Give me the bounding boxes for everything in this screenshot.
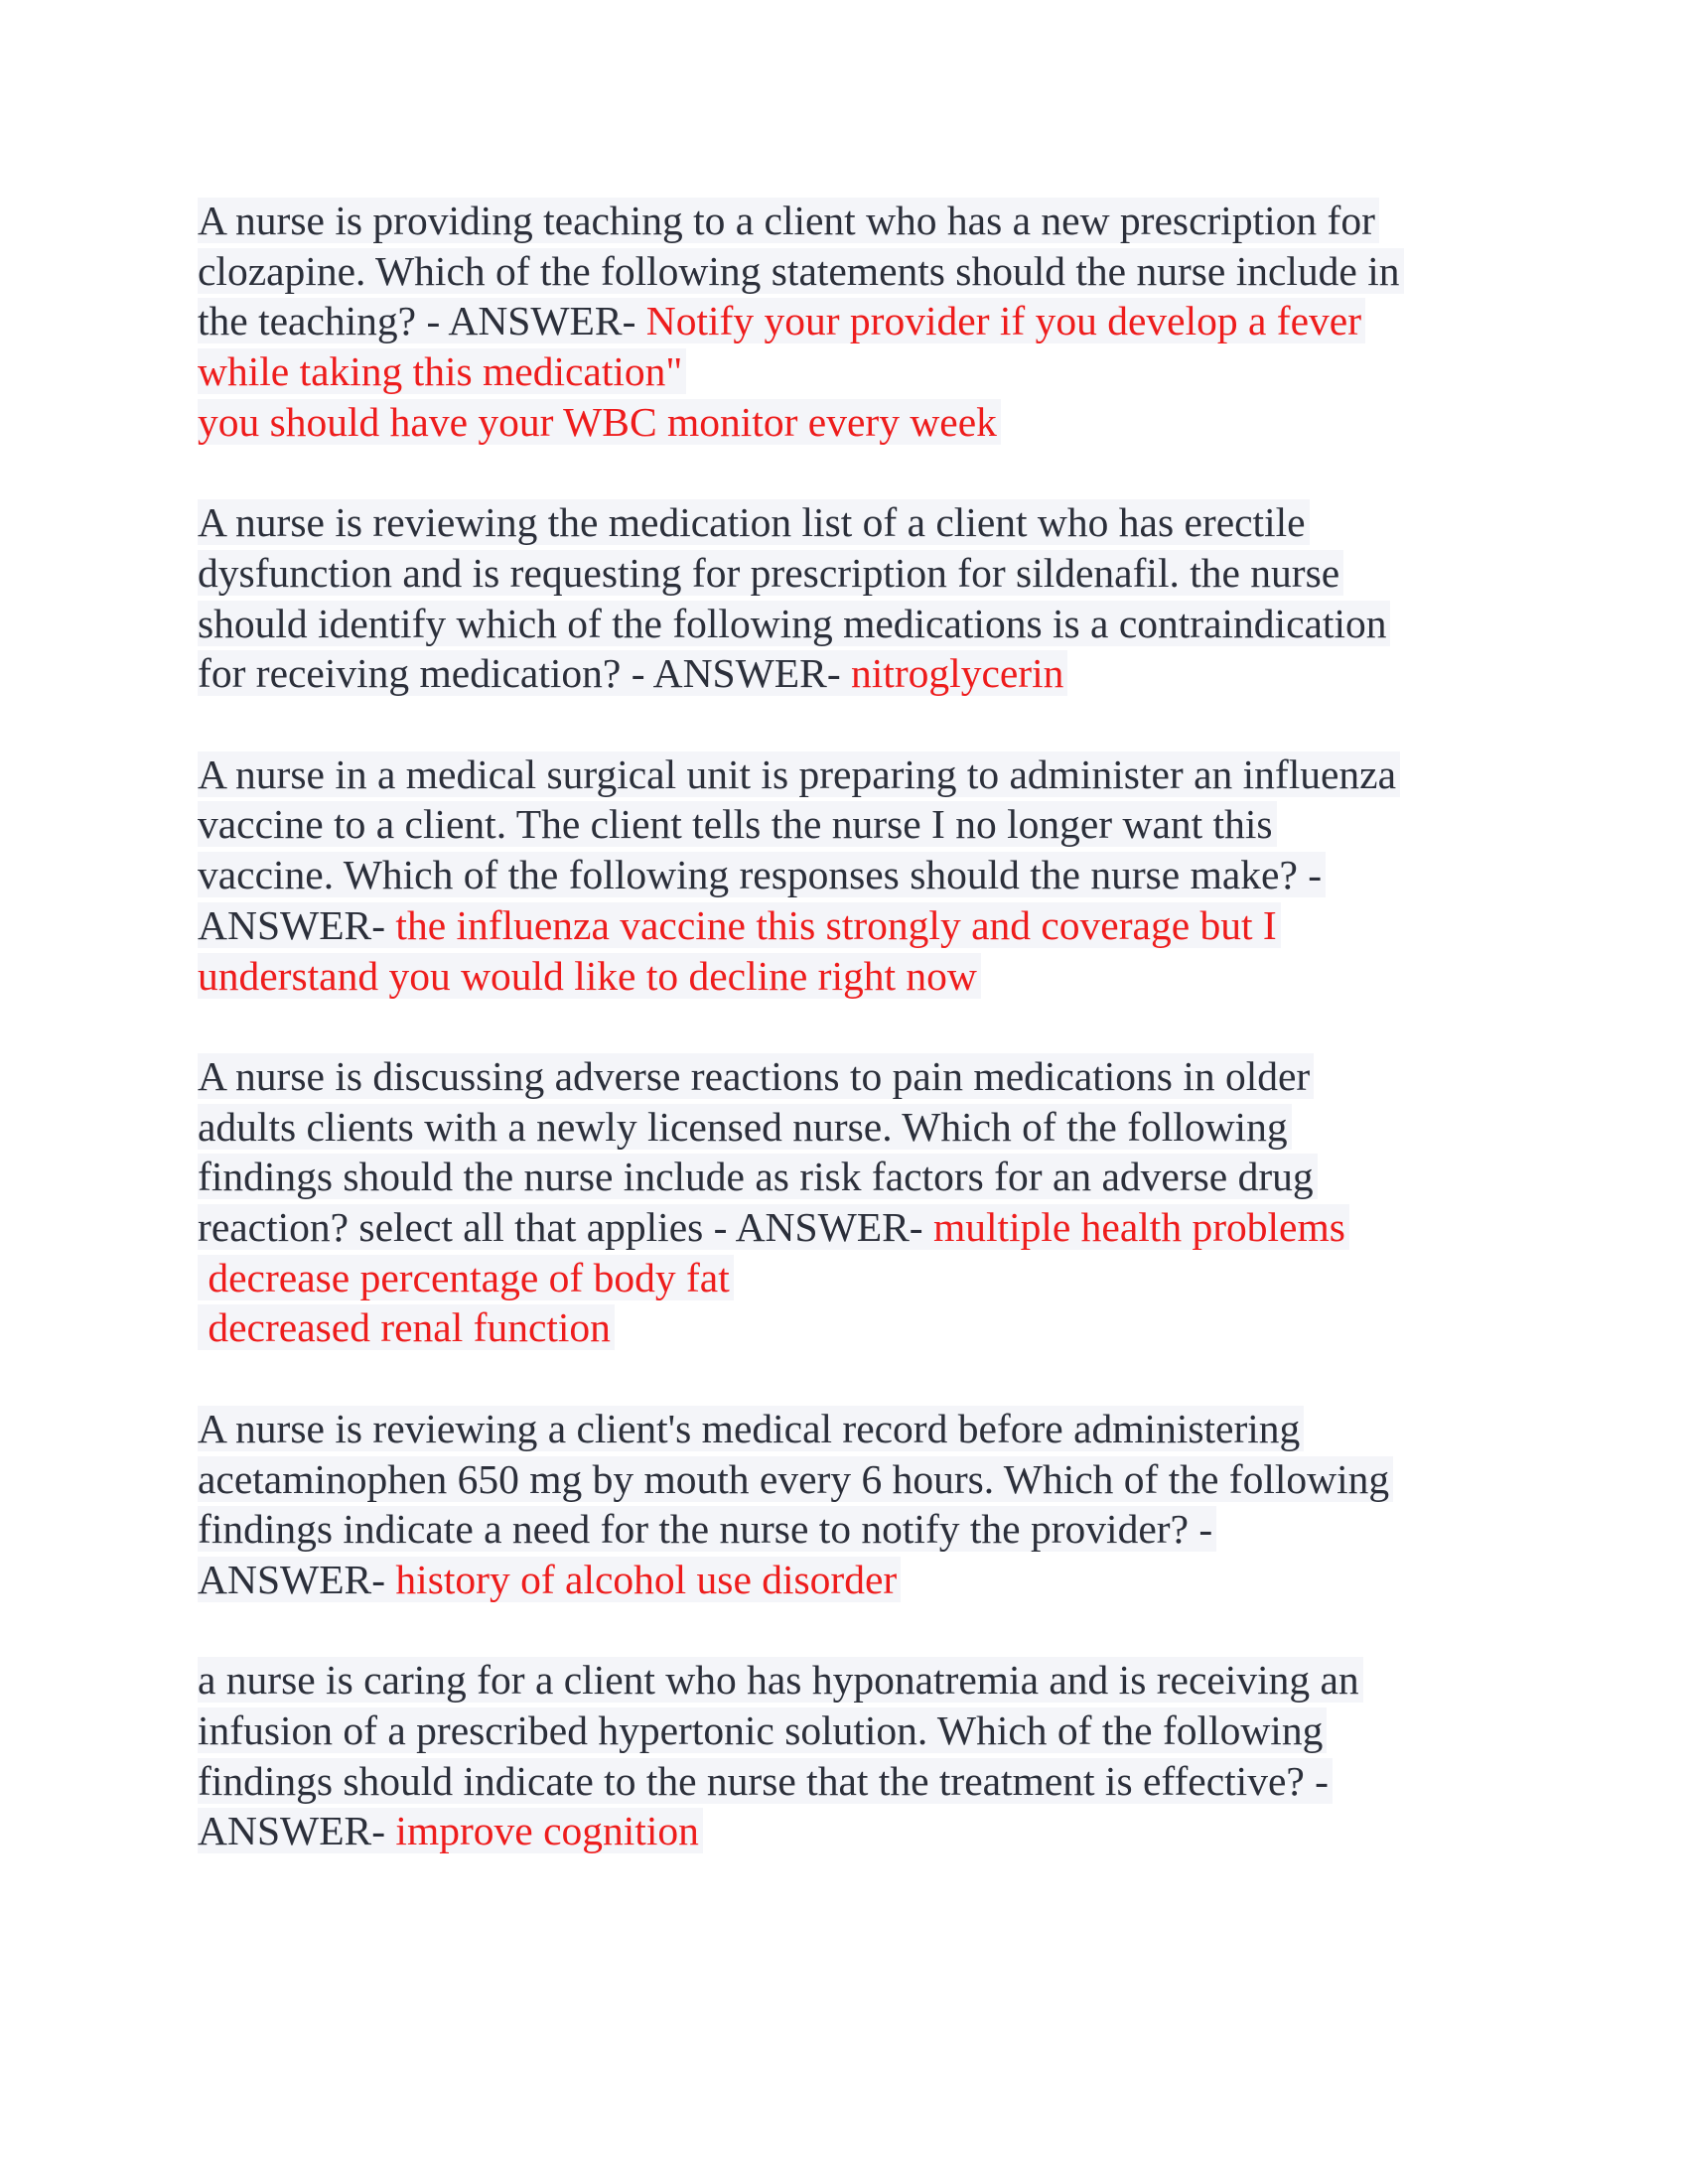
text-line	[198, 900, 1508, 951]
answer-text: the influenza vaccine this strongly and coverage but I	[395, 901, 1277, 948]
line-highlight	[198, 1406, 1304, 1451]
answer-text: you should have your WBC monitor every week	[198, 398, 997, 445]
text-line	[198, 1253, 1508, 1303]
line-highlight	[198, 751, 1400, 797]
text-line	[198, 1152, 1508, 1202]
answer-text: nitroglycerin	[851, 650, 1064, 697]
question-text: findings should the nurse include as risk factors for an adverse drug	[198, 1154, 1314, 1200]
answer-text: improve cognition	[395, 1808, 699, 1854]
question-text: clozapine. Which of the following statements should the nurse include in	[198, 247, 1400, 294]
text-line	[198, 1655, 1508, 1706]
question-text: vaccine to a client. The client tells the nurse I no longer want this	[198, 801, 1273, 848]
line-highlight	[198, 650, 1067, 696]
answer-text: history of alcohol use disorder	[395, 1556, 898, 1602]
question-text: reaction? select all that applies - ANSWER-	[198, 1204, 933, 1251]
line-highlight	[198, 298, 1365, 343]
question-text: acetaminophen 650 mg by mouth every 6 hours. Which of the following	[198, 1455, 1390, 1502]
text-line	[198, 1051, 1508, 1102]
line-highlight	[198, 902, 1281, 948]
answer-text: Notify your provider if you develop a fever	[645, 298, 1362, 344]
text-line	[198, 1454, 1508, 1505]
line-highlight	[198, 953, 981, 999]
line-highlight	[198, 1758, 1333, 1804]
document-body	[198, 196, 1508, 1907]
text-line	[198, 497, 1508, 548]
question-block	[198, 196, 1508, 448]
line-highlight	[198, 601, 1390, 646]
line-highlight	[198, 1506, 1216, 1552]
answer-text: multiple health problems	[932, 1204, 1345, 1251]
line-highlight	[198, 198, 1379, 243]
text-line	[198, 750, 1508, 800]
question-text: A nurse is discussing adverse reactions to pain medications in older	[198, 1052, 1311, 1099]
text-line	[198, 397, 1508, 448]
question-text: dysfunction and is requesting for prescription for sildenafil. the nurse	[198, 549, 1340, 596]
line-highlight	[198, 1456, 1393, 1502]
question-block	[198, 497, 1508, 699]
question-text: should identify which of the following medications is a contraindication	[198, 600, 1387, 646]
line-highlight	[198, 550, 1343, 596]
line-highlight	[198, 1255, 734, 1300]
line-highlight	[198, 1104, 1292, 1150]
question-text: vaccine. Which of the following responses should the nurse make? -	[198, 852, 1323, 898]
line-highlight	[198, 1154, 1318, 1199]
text-line	[198, 1806, 1508, 1856]
line-highlight	[198, 1707, 1327, 1753]
line-highlight	[198, 1808, 703, 1853]
text-line	[198, 1202, 1508, 1253]
text-line	[198, 850, 1508, 900]
question-block	[198, 1655, 1508, 1856]
text-line	[198, 648, 1508, 699]
question-text: infusion of a prescribed hypertonic solution. Which of the following	[198, 1707, 1324, 1754]
text-line	[198, 1504, 1508, 1555]
line-highlight	[198, 1304, 615, 1350]
question-text: for receiving medication? - ANSWER-	[198, 650, 852, 697]
line-highlight	[198, 801, 1277, 847]
text-line	[198, 1756, 1508, 1807]
text-line	[198, 1404, 1508, 1454]
line-highlight	[198, 348, 686, 394]
text-line	[198, 1102, 1508, 1153]
question-text: ANSWER-	[198, 1556, 396, 1602]
question-text: findings indicate a need for the nurse to notify the provider? -	[198, 1506, 1213, 1553]
text-line	[198, 246, 1508, 297]
question-text: a nurse is caring for a client who has hyponatremia and is receiving an	[198, 1657, 1359, 1704]
line-highlight	[198, 852, 1326, 897]
text-line	[198, 346, 1508, 397]
question-block	[198, 750, 1508, 1002]
text-line	[198, 548, 1508, 599]
line-highlight	[198, 1053, 1314, 1099]
question-text: ANSWER-	[198, 901, 396, 948]
text-line	[198, 599, 1508, 649]
line-highlight	[198, 248, 1404, 294]
question-block	[198, 1051, 1508, 1353]
line-highlight	[198, 499, 1310, 545]
question-text: findings should indicate to the nurse that the treatment is effective? -	[198, 1757, 1329, 1804]
text-line	[198, 1302, 1508, 1353]
question-text: A nurse is reviewing a client's medical record before administering	[198, 1405, 1301, 1451]
text-line	[198, 296, 1508, 346]
line-highlight	[198, 1657, 1363, 1703]
text-line	[198, 1706, 1508, 1756]
answer-text: understand you would like to decline right now	[198, 952, 977, 999]
answer-text: decrease percentage of body fat	[198, 1254, 730, 1300]
line-highlight	[198, 1557, 901, 1602]
question-block	[198, 1404, 1508, 1605]
line-highlight	[198, 1204, 1349, 1250]
text-line	[198, 799, 1508, 850]
line-highlight	[198, 399, 1001, 445]
answer-text: while taking this medication"	[198, 348, 683, 395]
text-line	[198, 1555, 1508, 1605]
question-text: A nurse is providing teaching to a client who has a new prescription for	[198, 198, 1375, 243]
answer-text: decreased renal function	[198, 1304, 611, 1351]
question-text: A nurse in a medical surgical unit is preparing to administer an influenza	[198, 751, 1397, 797]
question-text: the teaching? - ANSWER-	[198, 298, 646, 344]
text-line	[198, 196, 1508, 246]
question-text: A nurse is reviewing the medication list of a client who has erectile	[198, 499, 1306, 546]
text-line	[198, 951, 1508, 1002]
question-text: adults clients with a newly licensed nurse. Which of the following	[198, 1103, 1288, 1150]
question-text: ANSWER-	[198, 1808, 396, 1854]
